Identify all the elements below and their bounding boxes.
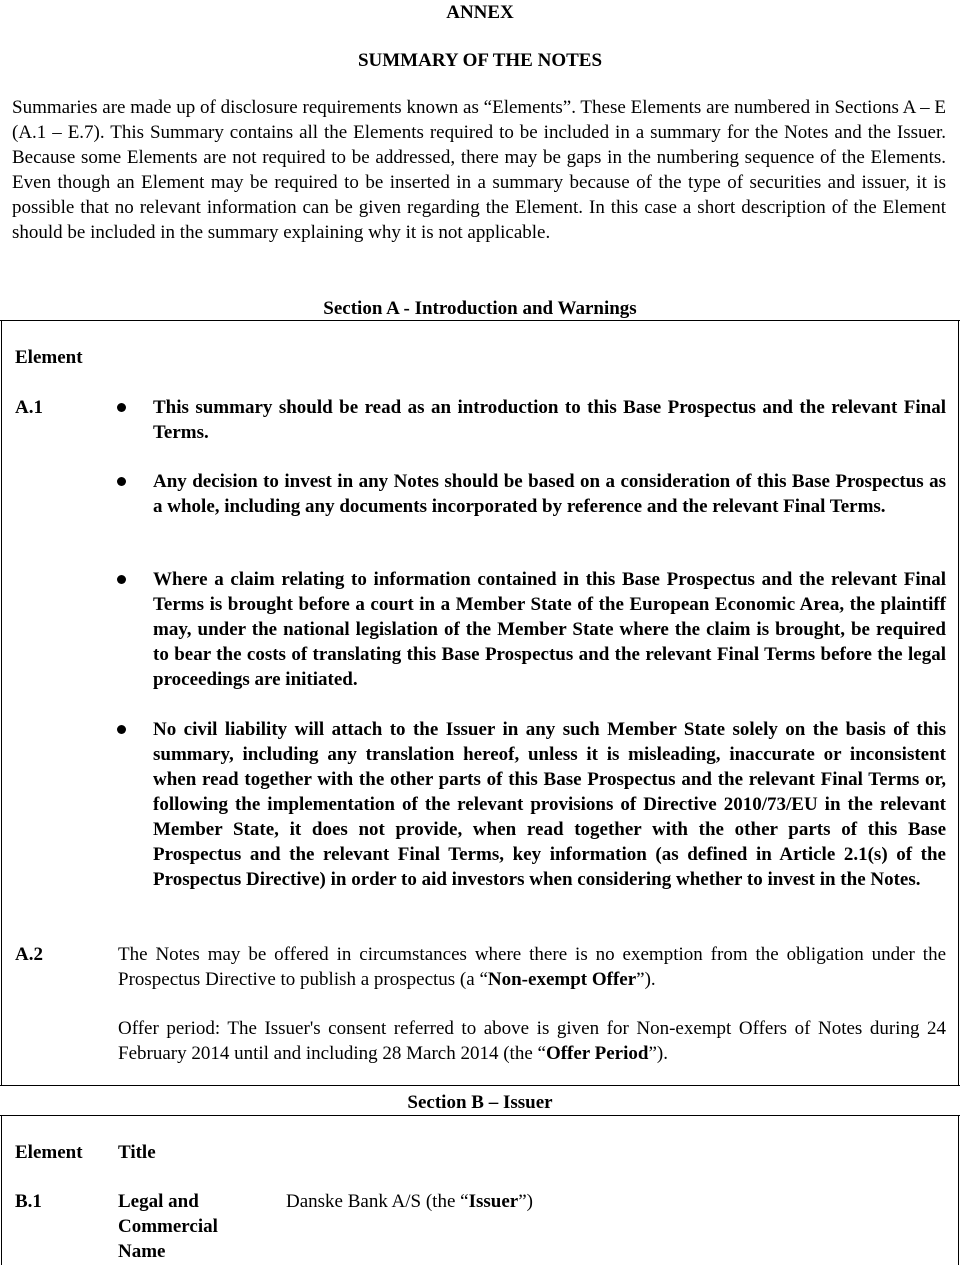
section-a-right-border: [958, 320, 959, 1086]
a2-paragraph-2: Offer period: The Issuer's consent referred to above is given for Non-exempt Offers of Notes during 24 February 2014 until and including 28 March 2014 (the “Offer Period”).: [118, 1018, 946, 1064]
section-b-top-rule: [0, 1115, 960, 1116]
section-a-top-rule: [0, 320, 960, 321]
a1-bullet-2: Any decision to invest in any Notes should be based on a consideration of this Base Prospectus as a whole, including any documents incorporated by reference and the relevant Final Terms.: [153, 471, 946, 517]
b1-value: Danske Bank A/S (the “Issuer”): [286, 1191, 533, 1212]
element-b1-id: B.1: [15, 1191, 42, 1212]
section-b-heading: Section B – Issuer: [407, 1092, 553, 1113]
annex-heading: ANNEX: [446, 2, 514, 23]
section-b-left-border: [1, 1115, 2, 1265]
section-a-bottom-rule: [0, 1085, 960, 1086]
bullet-icon: [117, 725, 126, 734]
element-a2-id: A.2: [15, 944, 43, 965]
bullet-icon: [117, 477, 126, 486]
section-a-heading: Section A - Introduction and Warnings: [323, 298, 637, 319]
section-a-left-border: [1, 320, 2, 1086]
b1-title: Legal and Commercial Name: [118, 1191, 218, 1262]
bullet-icon: [117, 403, 126, 412]
section-b-element-header: Element: [15, 1142, 83, 1163]
intro-paragraph: Summaries are made up of disclosure requirements known as “Elements”. These Elements are numbered in Sections A – E (A.1 – E.7). This Summary contains all the Elements required to be included in a summary for the Notes and the Issuer. Because some Elements are not required to be addressed, there may be gaps in the numbering sequence of the Elements. Even though an Element may be required to be inserted in a summary because of the type of securities and issuer, it is possible that no relevant information can be given regarding the Element. In this case a short description of the Element should be included in the summary explaining why it is not applicable.: [12, 97, 946, 243]
section-b-right-border: [958, 1115, 959, 1265]
a1-bullet-1: This summary should be read as an introduction to this Base Prospectus and the relevant Final Terms.: [153, 397, 946, 443]
section-b-title-header: Title: [118, 1142, 156, 1163]
section-a-element-header: Element: [15, 347, 83, 368]
bullet-icon: [117, 575, 126, 584]
a2-paragraph-1: The Notes may be offered in circumstances where there is no exemption from the obligation under the Prospectus Directive to publish a prospectus (a “Non-exempt Offer”).: [118, 944, 946, 990]
element-a1-id: A.1: [15, 397, 43, 418]
document-title: SUMMARY OF THE NOTES: [357, 50, 603, 71]
a1-bullet-3: Where a claim relating to information contained in this Base Prospectus and the relevant Final Terms is brought before a court in a Member State of the European Economic Area, the plaintiff may, under the national legislation of the Member State where the claim is brought, be required to bear the costs of translating this Base Prospectus and the relevant Final Terms before the legal proceedings are initiated.: [153, 569, 946, 690]
a1-bullet-4: No civil liability will attach to the Issuer in any such Member State solely on the basis of this summary, including any translation hereof, unless it is misleading, inaccurate or inconsistent when read together with the other parts of this Base Prospectus and the relevant Final Terms or, following the implementation of the relevant provisions of Directive 2010/73/EU in the relevant Member State, it does not provide, when read together with the other parts of this Base Prospectus and the relevant Final Terms, key information (as defined in Article 2.1(s) of the Prospectus Directive) in order to aid investors when considering whether to invest in the Notes.: [153, 719, 946, 890]
